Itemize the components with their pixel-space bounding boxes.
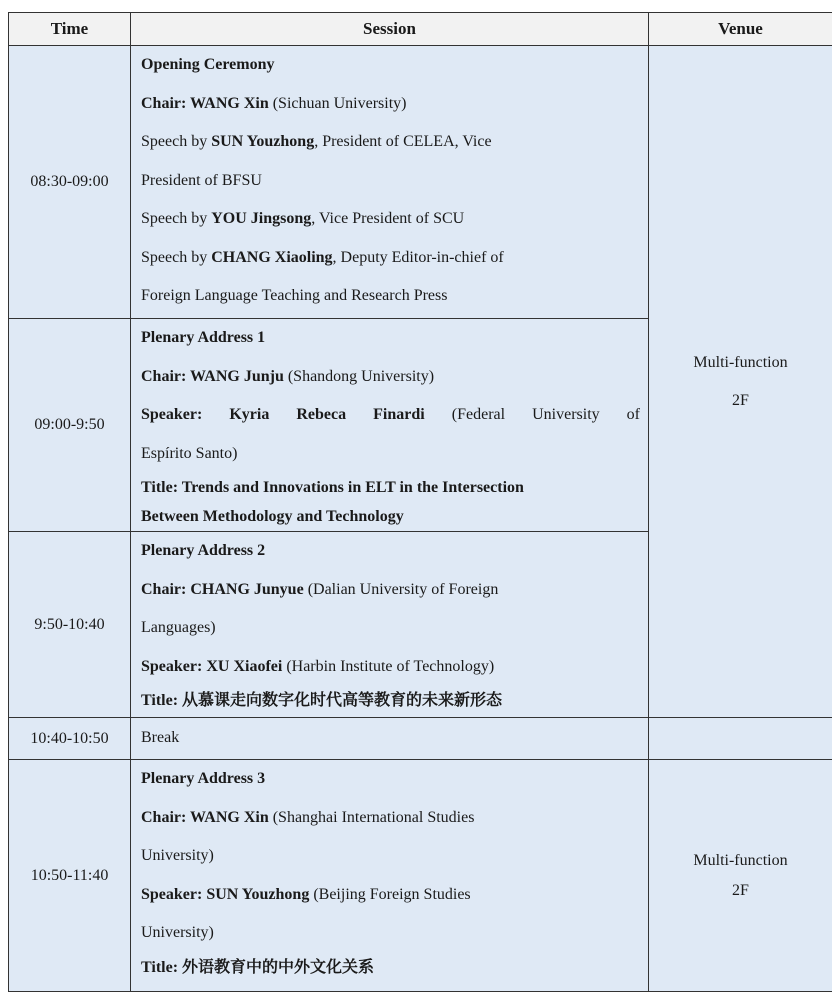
talk-title: Title: Trends and Innovations in ELT in the Intersection xyxy=(141,473,640,502)
session-heading: Plenary Address 1 xyxy=(141,319,640,358)
table-row xyxy=(9,760,832,992)
talk-title-cont: Between Methodology and Technology xyxy=(141,502,640,531)
speech-line xyxy=(141,200,640,239)
venue-text xyxy=(649,846,832,906)
speaker-label: Speaker: Kyria Rebeca Finardi xyxy=(141,406,425,423)
speech-prefix: Speech by xyxy=(141,210,211,227)
chair-line xyxy=(141,799,640,838)
header-time: Time xyxy=(9,13,131,46)
speaker-line-cont: Espírito Santo) xyxy=(141,435,640,474)
venue-name: Multi-function xyxy=(649,344,832,382)
table-row xyxy=(9,718,832,760)
chair-affiliation: (Sichuan University) xyxy=(269,95,407,112)
venue-cell xyxy=(649,46,832,718)
chair-label: Chair: CHANG Junyue xyxy=(141,581,304,598)
venue-name: Multi-function xyxy=(649,846,832,876)
speech-prefix: Speech by xyxy=(141,249,211,266)
chair-line xyxy=(141,85,640,124)
time-cell: 10:50-11:40 xyxy=(9,760,131,992)
chair-label: Chair: WANG Junju xyxy=(141,368,284,385)
speech-name: YOU Jingsong xyxy=(211,210,311,227)
time-cell: 10:40-10:50 xyxy=(9,718,131,760)
time-cell: 09:00-9:50 xyxy=(9,319,131,532)
talk-title: Title: 从慕课走向数字化时代高等教育的未来新形态 xyxy=(141,686,640,716)
speaker-line xyxy=(141,396,640,435)
speech-post: , Deputy Editor-in-chief of xyxy=(333,249,504,266)
time-cell: 08:30-09:00 xyxy=(9,46,131,319)
speaker-line-cont: University) xyxy=(141,914,640,953)
session-cell xyxy=(131,532,649,718)
session-heading: Plenary Address 3 xyxy=(141,760,640,799)
venue-floor: 2F xyxy=(649,382,832,420)
speaker-affiliation: (Beijing Foreign Studies xyxy=(309,886,470,903)
speech-line-cont: President of BFSU xyxy=(141,162,640,201)
speaker-line xyxy=(141,648,640,687)
session-cell xyxy=(131,46,649,319)
speech-line-cont: Foreign Language Teaching and Research Press xyxy=(141,277,640,316)
speech-prefix: Speech by xyxy=(141,133,211,150)
chair-affiliation: (Dalian University of Foreign xyxy=(304,581,499,598)
table-row xyxy=(9,46,832,319)
break-label: Break xyxy=(141,718,640,758)
venue-cell xyxy=(649,760,832,992)
speech-name: SUN Youzhong xyxy=(211,133,314,150)
chair-affiliation: (Shandong University) xyxy=(284,368,434,385)
venue-text xyxy=(649,344,832,420)
chair-line-cont: Languages) xyxy=(141,609,640,648)
session-heading: Plenary Address 2 xyxy=(141,532,640,571)
chair-line-cont: University) xyxy=(141,837,640,876)
chair-label: Chair: WANG Xin xyxy=(141,95,269,112)
session-cell xyxy=(131,718,649,760)
chair-affiliation: (Shanghai International Studies xyxy=(269,809,475,826)
talk-title: Title: 外语教育中的中外文化关系 xyxy=(141,953,640,983)
speech-line xyxy=(141,239,640,278)
speaker-label: Speaker: XU Xiaofei xyxy=(141,658,282,675)
session-heading: Opening Ceremony xyxy=(141,46,640,85)
speaker-affiliation: (Federal University of xyxy=(425,406,640,423)
header-row xyxy=(9,13,832,46)
header-session: Session xyxy=(131,13,649,46)
speech-name: CHANG Xiaoling xyxy=(211,249,332,266)
speaker-line xyxy=(141,876,640,915)
chair-line xyxy=(141,358,640,397)
speaker-affiliation: (Harbin Institute of Technology) xyxy=(282,658,494,675)
speech-post: , President of CELEA, Vice xyxy=(314,133,491,150)
chair-label: Chair: WANG Xin xyxy=(141,809,269,826)
speech-line xyxy=(141,123,640,162)
speech-post: , Vice President of SCU xyxy=(311,210,464,227)
venue-floor: 2F xyxy=(649,876,832,906)
header-venue: Venue xyxy=(649,13,832,46)
session-cell xyxy=(131,319,649,532)
session-cell xyxy=(131,760,649,992)
schedule-table xyxy=(8,12,832,992)
time-cell: 9:50-10:40 xyxy=(9,532,131,718)
venue-cell-empty xyxy=(649,718,832,760)
chair-line xyxy=(141,571,640,610)
speaker-label: Speaker: SUN Youzhong xyxy=(141,886,309,903)
